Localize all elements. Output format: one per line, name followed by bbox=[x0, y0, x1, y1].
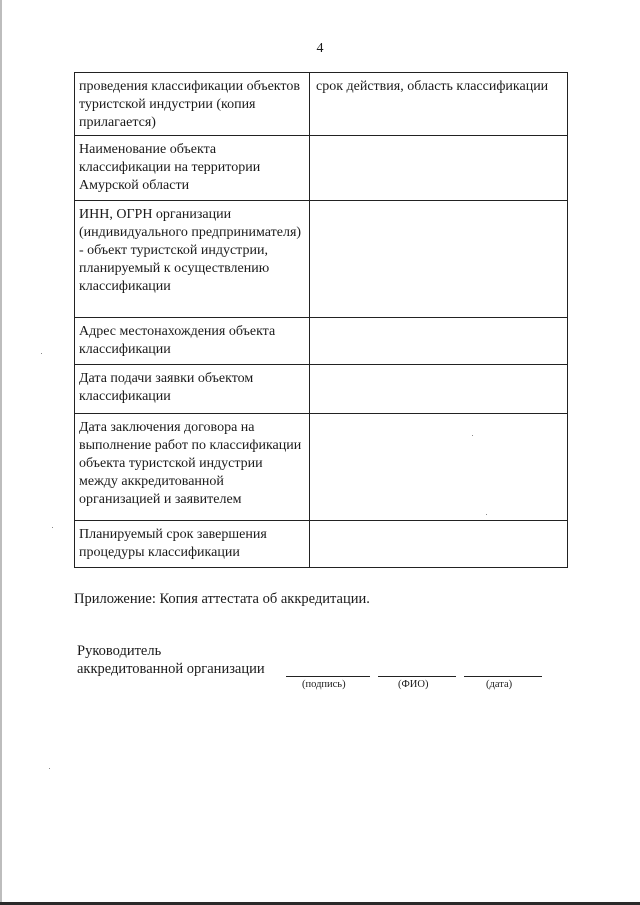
row-label: Дата заключения договора на выполнение работ по классификации объекта туристской индустрии между аккредитованной организацией и заявителем bbox=[75, 414, 310, 521]
table-row bbox=[75, 73, 568, 136]
name-caption: (ФИО) bbox=[398, 679, 429, 690]
table-row bbox=[75, 521, 568, 568]
scan-speck bbox=[472, 435, 473, 436]
table-row bbox=[75, 318, 568, 365]
attachment-note: Приложение: Копия аттестата об аккредитации. bbox=[74, 591, 370, 607]
date-line bbox=[464, 676, 542, 677]
row-value: срок действия, область классификации bbox=[310, 73, 568, 136]
row-value bbox=[310, 414, 568, 521]
table-row bbox=[75, 201, 568, 318]
scan-speck bbox=[49, 768, 50, 769]
row-label: Наименование объекта классификации на территории Амурской области bbox=[75, 136, 310, 201]
signer-organization: аккредитованной организации bbox=[77, 661, 265, 677]
date-caption: (дата) bbox=[486, 679, 513, 690]
name-line bbox=[378, 676, 456, 677]
table-row bbox=[75, 414, 568, 521]
scan-speck bbox=[486, 514, 487, 515]
scan-left-edge bbox=[0, 0, 2, 905]
table-row bbox=[75, 136, 568, 201]
scan-speck bbox=[52, 527, 53, 528]
row-label: Адрес местонахождения объекта классификации bbox=[75, 318, 310, 365]
row-label: Дата подачи заявки объектом классификации bbox=[75, 365, 310, 414]
row-label: проведения классификации объектов туристской индустрии (копия прилагается) bbox=[75, 73, 310, 136]
row-label: ИНН, ОГРН организации (индивидуального предпринимателя) - объект туристской индустрии, планируемый к осуществлению классификации bbox=[75, 201, 310, 318]
signature-caption: (подпись) bbox=[302, 679, 346, 690]
row-value bbox=[310, 521, 568, 568]
signer-block bbox=[77, 642, 265, 678]
row-value bbox=[310, 318, 568, 365]
row-value bbox=[310, 365, 568, 414]
row-label: Планируемый срок завершения процедуры классификации bbox=[75, 521, 310, 568]
scan-speck bbox=[41, 353, 42, 354]
row-value bbox=[310, 136, 568, 201]
signer-title: Руководитель bbox=[77, 643, 162, 659]
classification-info-table bbox=[74, 72, 568, 568]
page-number: 4 bbox=[316, 41, 324, 56]
row-value bbox=[310, 201, 568, 318]
signature-line bbox=[286, 676, 370, 677]
table-row bbox=[75, 365, 568, 414]
